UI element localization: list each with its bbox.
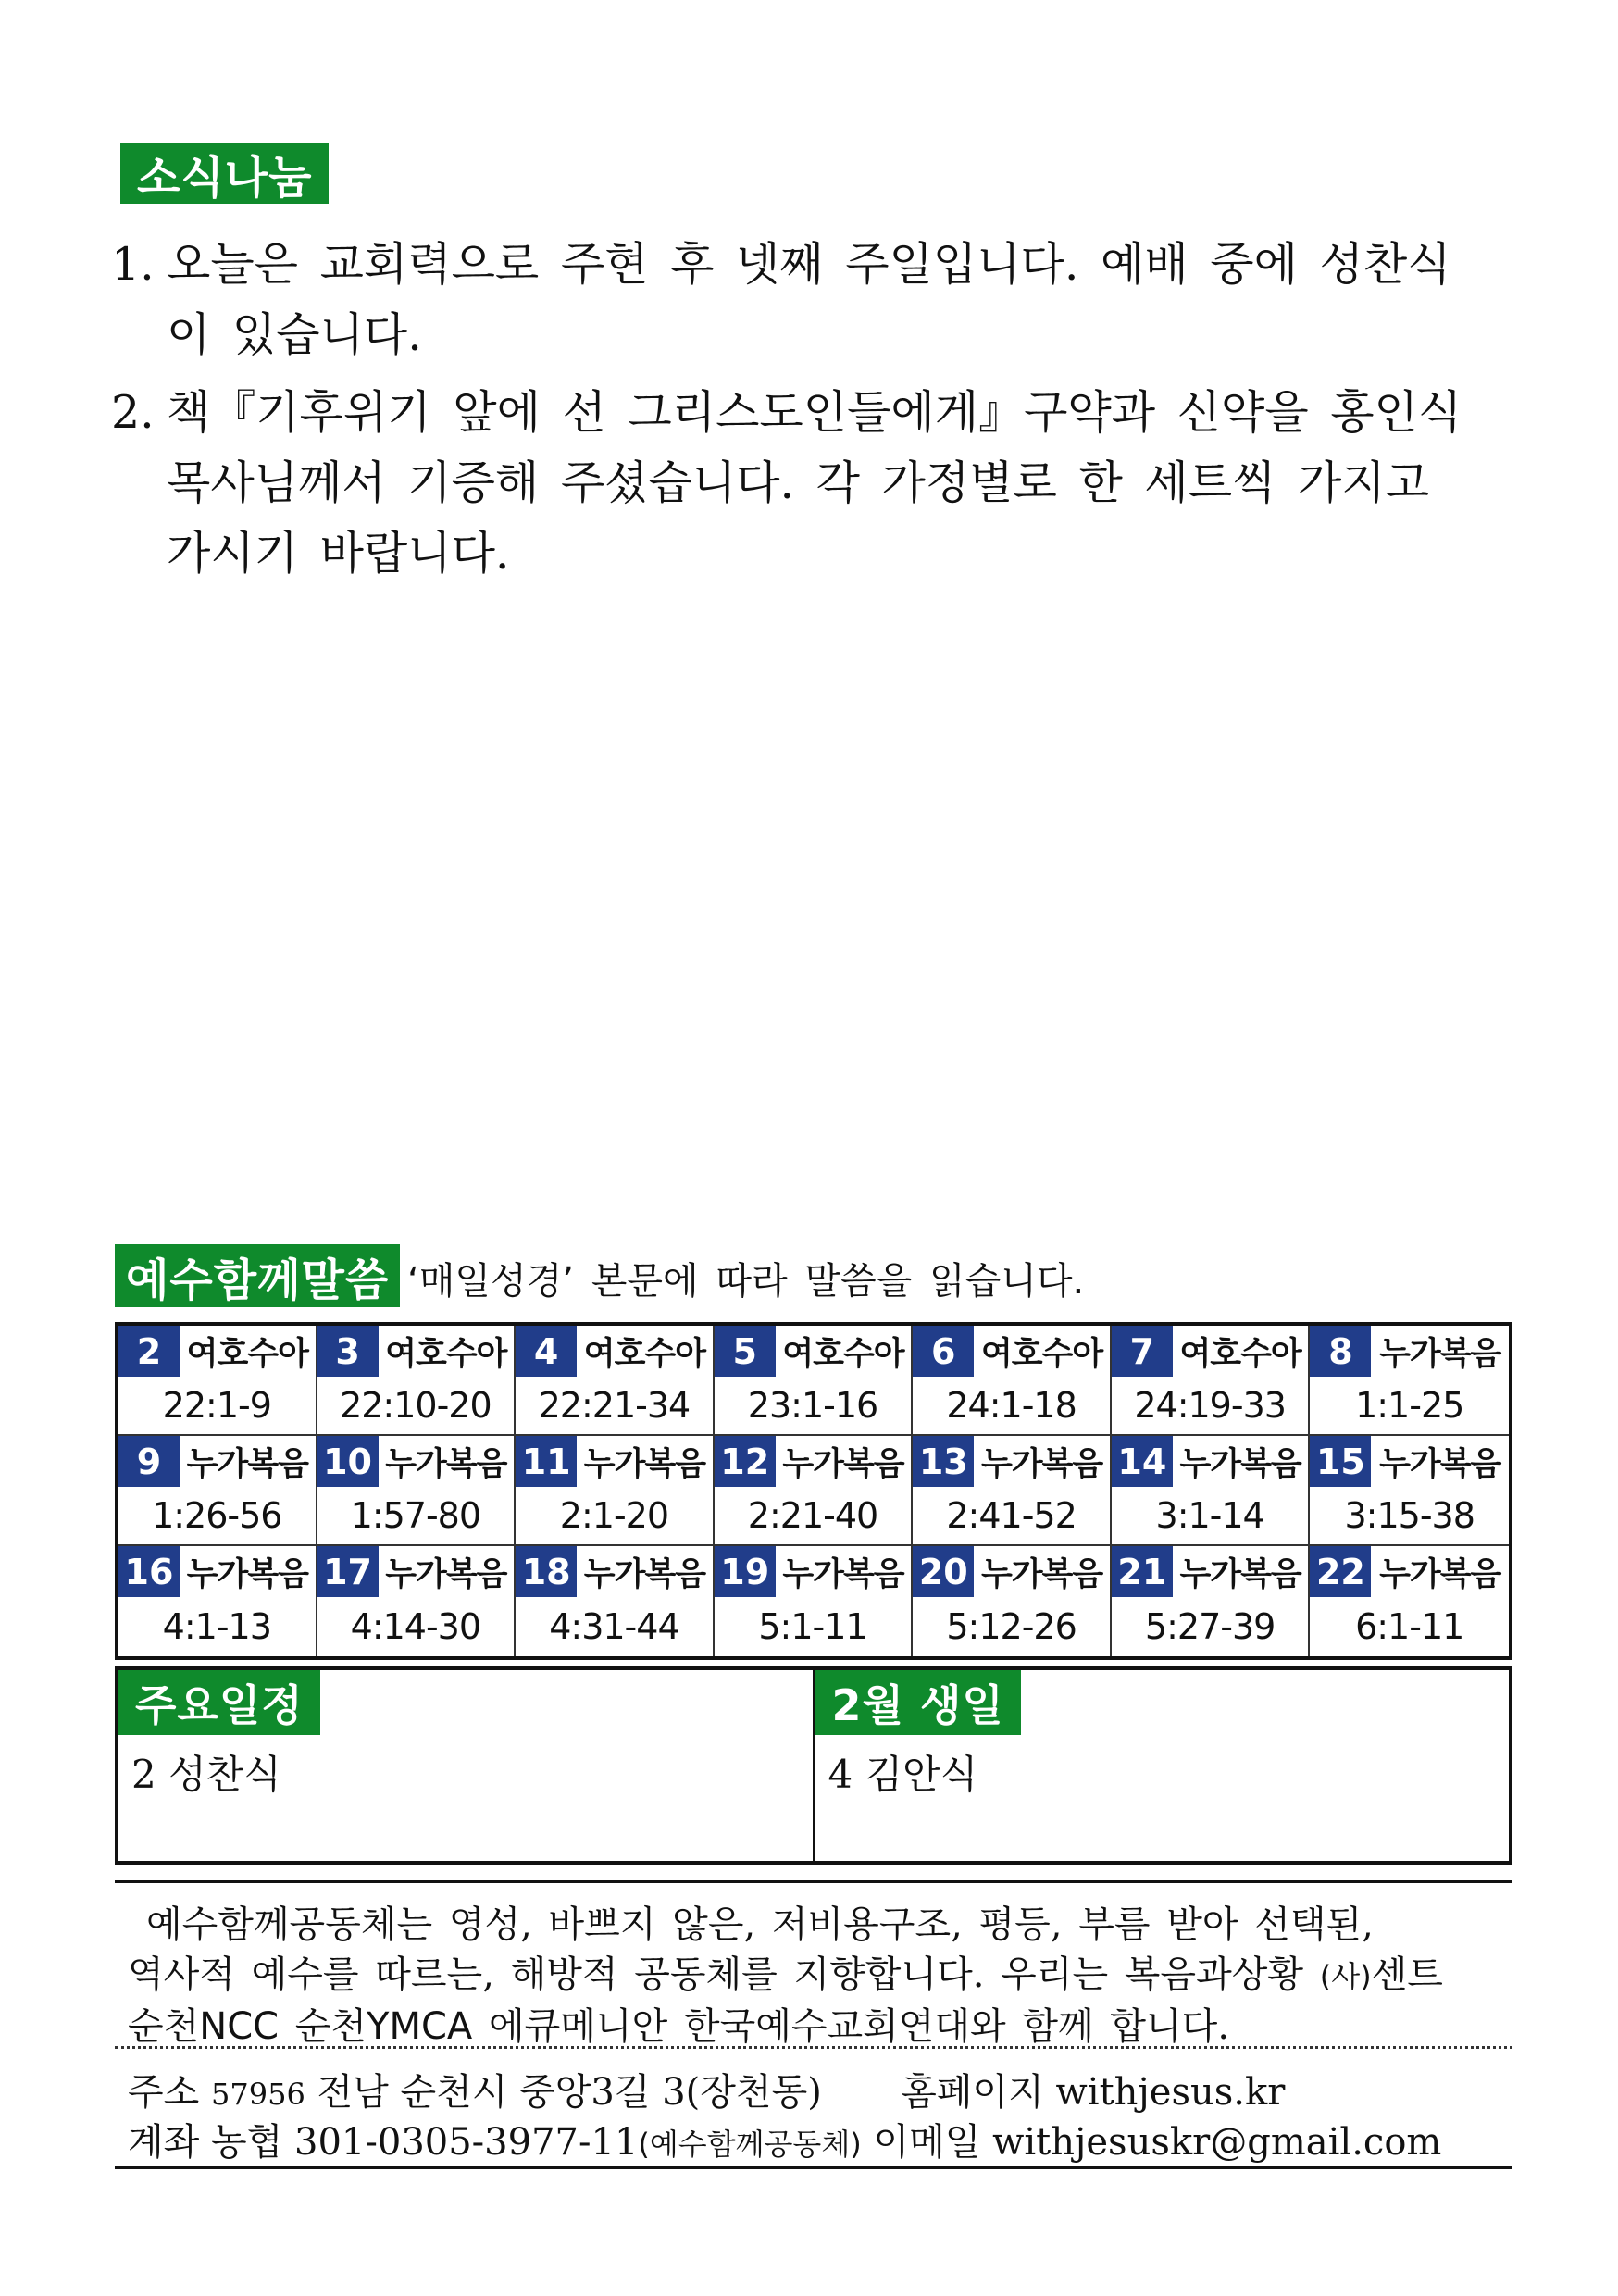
reading-day: 18 (516, 1546, 577, 1597)
reading-passage: 4:31-44 (549, 1606, 679, 1647)
reading-day: 8 (1310, 1326, 1371, 1377)
reading-day: 19 (715, 1546, 776, 1597)
reading-passage: 1:57-80 (350, 1495, 481, 1536)
address: 전남 순천시 중앙3길 3(장천동) (317, 2071, 822, 2114)
reading-cell (1310, 1436, 1509, 1546)
reading-cell-header (1310, 1326, 1509, 1377)
email-link[interactable]: withjesuskr@gmail.com (992, 2121, 1442, 2164)
reading-day: 14 (1112, 1436, 1173, 1487)
reading-cell-header (1112, 1546, 1309, 1597)
reading-cell-header (516, 1546, 713, 1597)
reading-cell-header (1310, 1436, 1509, 1487)
reading-day: 9 (118, 1436, 180, 1487)
reading-passage: 2:1-20 (559, 1495, 669, 1536)
reading-cell-header (715, 1546, 912, 1597)
reading-cell-header (1310, 1546, 1509, 1597)
footer-account-row (128, 2113, 1441, 2165)
homepage-label: 홈페이지 (901, 2071, 1044, 2114)
mission-line (128, 2002, 1516, 2052)
reading-passage: 22:10-20 (340, 1385, 492, 1426)
reading-cell (516, 1436, 715, 1546)
reading-cell (317, 1326, 517, 1436)
reading-passage: 4:1-13 (162, 1606, 271, 1647)
reading-book: 누가복음 (186, 1555, 308, 1593)
reading-passage: 22:1-9 (162, 1385, 271, 1426)
divider-bottom (115, 2166, 1512, 2169)
reading-book: 누가복음 (980, 1555, 1103, 1593)
reading-cell (516, 1326, 715, 1436)
reading-passage: 5:12-26 (946, 1606, 1077, 1647)
reading-book: 누가복음 (385, 1445, 507, 1483)
reading-passage: 22:21-34 (538, 1385, 691, 1426)
reading-cell-header (913, 1546, 1110, 1597)
schedule-entry: 2 성찬식 (131, 1752, 281, 1797)
news-item-number: 1. (111, 238, 155, 291)
reading-book: 누가복음 (980, 1445, 1103, 1483)
bible-reading-table (115, 1322, 1512, 1660)
footer-address-row (128, 2063, 1285, 2115)
reading-cell (1112, 1546, 1311, 1656)
reading-day: 20 (913, 1546, 974, 1597)
mission-text: 와 함께 합니다. (970, 2005, 1230, 2048)
reading-cell (913, 1546, 1112, 1656)
reading-cell (118, 1546, 317, 1656)
news-item (111, 378, 1462, 589)
postcode: 57956 (211, 2077, 305, 2112)
email-label: 이메일 (873, 2121, 981, 2164)
partner-names: 순천NCC 순천YMCA 에큐메니안 한국예수교회연대 (128, 2005, 971, 2048)
reading-day: 5 (715, 1326, 776, 1377)
reading-cell (516, 1546, 715, 1656)
reading-cell-header (516, 1326, 713, 1377)
reading-cell (317, 1546, 517, 1656)
reading-cell (715, 1546, 914, 1656)
news-item-number: 2. (111, 386, 155, 439)
reading-cell (1310, 1326, 1509, 1436)
account-number: 301-0305-3977-11 (294, 2121, 639, 2164)
reading-day: 11 (516, 1436, 577, 1487)
reading-passage: 23:1-16 (747, 1385, 878, 1426)
partner-name: 복음과상황 (1124, 1953, 1303, 1996)
reading-cell (715, 1326, 914, 1436)
reading-cell-header (1112, 1436, 1309, 1487)
reading-book: 누가복음 (782, 1555, 904, 1593)
reading-cell (118, 1436, 317, 1546)
reading-day: 4 (516, 1326, 577, 1377)
divider-dotted (115, 2046, 1512, 2049)
reading-cell-header (118, 1546, 316, 1597)
reading-day: 15 (1310, 1436, 1371, 1487)
mission-text: 역사적 예수를 따르는, 해방적 공동체를 지향합니다. 우리는 (128, 1953, 1109, 1996)
news-item (111, 230, 1462, 370)
partner-name: 센트 (1371, 1953, 1443, 1996)
news-list (111, 230, 1462, 596)
reading-cell (913, 1436, 1112, 1546)
reading-book: 누가복음 (1379, 1555, 1501, 1593)
reading-passage: 2:21-40 (747, 1495, 878, 1536)
reading-book: 누가복음 (583, 1555, 706, 1593)
reading-cell (118, 1326, 317, 1436)
reading-cell (1112, 1436, 1311, 1546)
reading-cell-header (118, 1436, 316, 1487)
birthday-heading: 2월 생일 (815, 1670, 1021, 1735)
birthday-entry: 4 김안식 (828, 1752, 978, 1797)
news-heading: 소식나눔 (120, 143, 329, 204)
reading-cell (913, 1326, 1112, 1436)
reading-day: 7 (1112, 1326, 1173, 1377)
partner-prefix: (사) (1319, 1959, 1372, 1994)
birthday-box (813, 1670, 1510, 1861)
reading-day: 21 (1112, 1546, 1173, 1597)
reading-book: 누가복음 (782, 1445, 904, 1483)
bible-intro: ‘매일성경’ 본문에 따라 말씀을 읽습니다. (407, 1260, 1085, 1303)
reading-book: 여호수아 (782, 1335, 904, 1373)
reading-day: 12 (715, 1436, 776, 1487)
reading-day: 2 (118, 1326, 180, 1377)
reading-cell-header (317, 1326, 515, 1377)
info-boxes (115, 1666, 1512, 1865)
reading-day: 17 (317, 1546, 379, 1597)
reading-passage: 5:27-39 (1144, 1606, 1276, 1647)
reading-day: 22 (1310, 1546, 1371, 1597)
reading-cell-header (715, 1326, 912, 1377)
reading-day: 6 (913, 1326, 974, 1377)
reading-day: 3 (317, 1326, 379, 1377)
reading-passage: 24:1-18 (946, 1385, 1077, 1426)
news-item-text: 책『기후위기 앞에 선 그리스도인들에게』구약과 신약을 홍인식 목사님께서 기증해 주셨습니다. 각 가정별로 한 세트씩 가지고 가시기 바랍니다. (167, 386, 1462, 580)
mission-statement (128, 1900, 1516, 2052)
reading-cell (1310, 1546, 1509, 1656)
reading-passage: 1:26-56 (152, 1495, 282, 1536)
account-holder: (예수함께공동체) (638, 2127, 862, 2162)
reading-cell-header (715, 1436, 912, 1487)
reading-book: 누가복음 (186, 1445, 308, 1483)
reading-cell-header (317, 1546, 515, 1597)
reading-cell (1112, 1326, 1311, 1436)
reading-day: 10 (317, 1436, 379, 1487)
news-item-text: 오늘은 교회력으로 주현 후 넷째 주일입니다. 예배 중에 성찬식이 있습니다. (167, 238, 1451, 361)
reading-cell-header (516, 1436, 713, 1487)
divider-top (115, 1880, 1512, 1883)
reading-book: 누가복음 (385, 1555, 507, 1593)
reading-book: 여호수아 (1179, 1335, 1301, 1373)
reading-day: 16 (118, 1546, 180, 1597)
reading-cell-header (1112, 1326, 1309, 1377)
account-label: 계좌 (128, 2121, 200, 2164)
homepage-link[interactable]: withjesus.kr (1055, 2071, 1286, 2114)
reading-passage: 2:41-52 (946, 1495, 1077, 1536)
reading-cell (715, 1436, 914, 1546)
reading-book: 누가복음 (583, 1445, 706, 1483)
bible-heading: 예수함께말씀 (115, 1244, 400, 1307)
reading-book: 누가복음 (1179, 1445, 1301, 1483)
reading-book: 여호수아 (980, 1335, 1103, 1373)
reading-book: 누가복음 (1179, 1555, 1301, 1593)
reading-book: 여호수아 (385, 1335, 507, 1373)
mission-line (128, 1950, 1516, 2002)
reading-cell (317, 1436, 517, 1546)
reading-book: 여호수아 (583, 1335, 706, 1373)
reading-cell-header (913, 1326, 1110, 1377)
schedule-heading: 주요일정 (118, 1670, 320, 1735)
schedule-box (118, 1670, 813, 1861)
reading-book: 여호수아 (186, 1335, 308, 1373)
reading-passage: 24:19-33 (1134, 1385, 1286, 1426)
reading-passage: 5:1-11 (758, 1606, 867, 1647)
reading-book: 누가복음 (1379, 1445, 1501, 1483)
reading-passage: 6:1-11 (1355, 1606, 1464, 1647)
reading-passage: 1:1-25 (1355, 1385, 1464, 1426)
bank-name: 농협 (211, 2121, 283, 2164)
reading-cell-header (913, 1436, 1110, 1487)
reading-cell-header (317, 1436, 515, 1487)
reading-book: 누가복음 (1379, 1335, 1501, 1373)
address-label: 주소 (128, 2071, 200, 2114)
reading-passage: 4:14-30 (350, 1606, 481, 1647)
reading-passage: 3:15-38 (1344, 1495, 1475, 1536)
reading-passage: 3:1-14 (1155, 1495, 1264, 1536)
reading-day: 13 (913, 1436, 974, 1487)
reading-cell-header (118, 1326, 316, 1377)
mission-line: 예수함께공동체는 영성, 바쁘지 않은, 저비용구조, 평등, 부름 받아 선택된, (146, 1903, 1374, 1946)
